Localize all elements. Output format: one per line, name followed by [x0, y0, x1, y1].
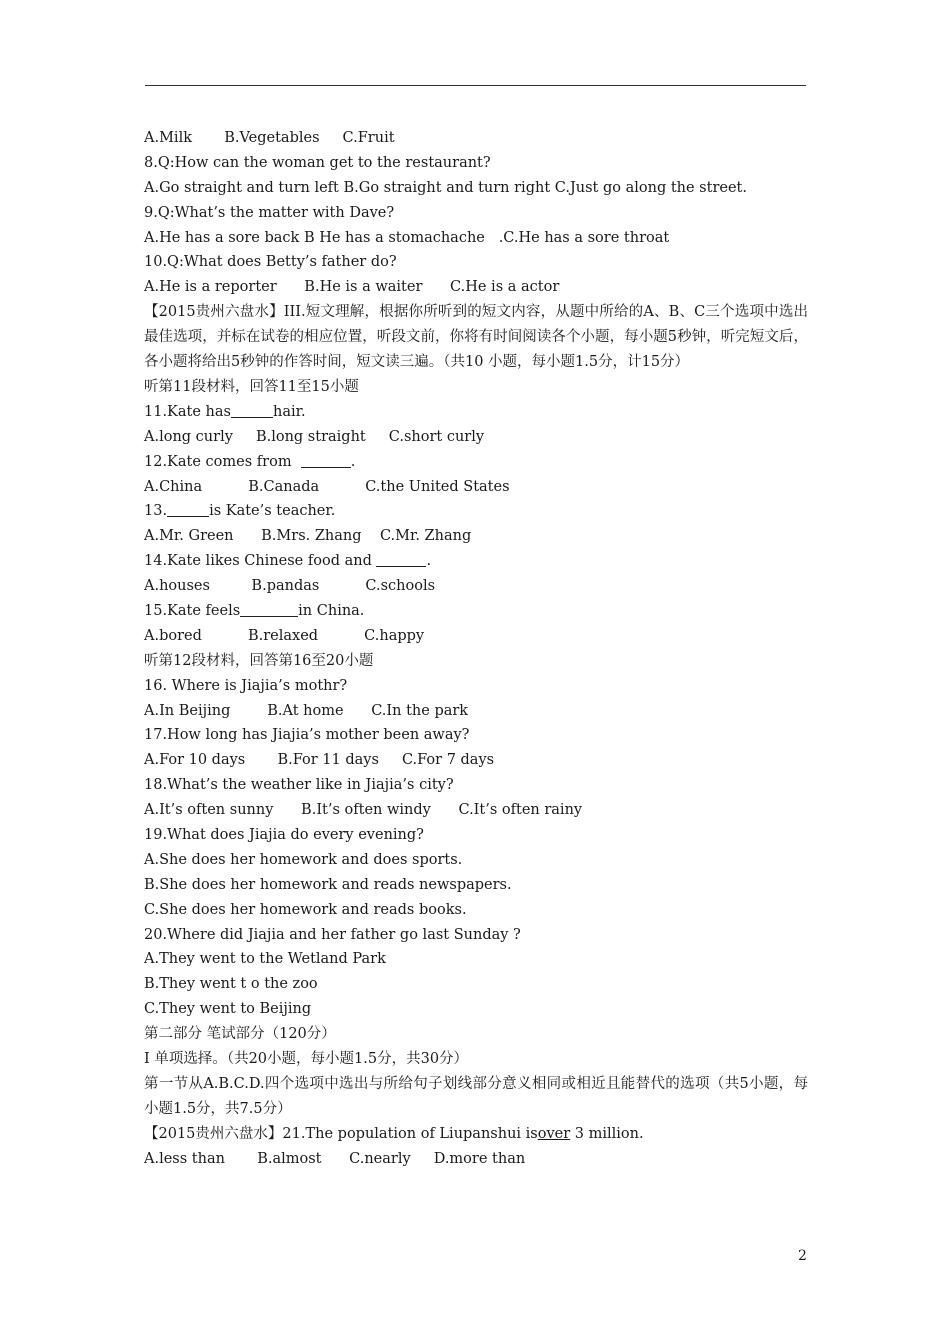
q19-option-b: B.She does her homework and reads newspapers. [144, 876, 512, 893]
answer-blank [301, 453, 351, 468]
document-body [144, 126, 808, 1172]
q21-question: 【2015贵州六盘水】21.The population of Liupanshui isover 3 million. [144, 1125, 644, 1142]
q17-question: 17.How long has Jiajia’s mother been away? [144, 727, 470, 744]
q14-question: 14.Kate likes Chinese food and . [144, 553, 432, 570]
q8-options: A.Go straight and turn left B.Go straight and turn right C.Just go along the street. [144, 179, 747, 196]
q9-options: A.He has a sore back B He has a stomachache .C.He has a sore throat [144, 229, 670, 246]
answer-blank [231, 403, 273, 418]
q19-question: 19.What does Jiajia do every evening? [144, 827, 424, 843]
q14-options: A.houses B.pandas C.schools [144, 578, 436, 595]
q17-options: A.For 10 days B.For 11 days C.For 7 days [144, 752, 495, 769]
q13-options: A.Mr. Green B.Mrs. Zhang C.Mr. Zhang [144, 528, 472, 545]
q18-options: A.It’s often sunny B.It’s often windy C.It’s often rainy [144, 802, 583, 819]
section-iii-instructions: 【2015贵州六盘水】III.短文理解，根据你所听到的短文内容，从题中所给的A、B、C三个选项中选出最佳选项，并标在试卷的相应位置，听段文前，你将有时间阅读各个小题，每小题5秒钟，听完短文后，各小题将给出5秒钟的作答时间，短文读三遍。（共10 小题，每小题1.5分，计15分） [144, 304, 808, 371]
q16-question: 16. Where is Jiajia’s mothr? [144, 677, 348, 694]
q12-question: 12.Kate comes from . [144, 453, 356, 470]
page-number: 2 [798, 1248, 807, 1264]
passage-11-heading: 听第11段材料，回答11至15小题 [144, 378, 359, 395]
q20-option-c: C.They went to Beijing [144, 1001, 312, 1018]
q12-options: A.China B.Canada C.the United States [144, 478, 510, 495]
q8-question: 8.Q:How can the woman get to the restaurant? [144, 154, 491, 171]
q15-options: A.bored B.relaxed C.happy [144, 627, 425, 644]
answer-blank [240, 602, 298, 617]
answer-blank [167, 502, 209, 517]
section-one-instructions: 第一节从A.B.C.D.四个选项中选出与所给句子划线部分意义相同或相近且能替代的选项（共5小题，每小题1.5分，共7.5分） [144, 1075, 808, 1117]
part-two-heading: 第二部分 笔试部分（120分） [144, 1026, 336, 1043]
q9-question: 9.Q:What’s the matter with Dave? [144, 204, 395, 221]
q20-question: 20.Where did Jiajia and her father go last Sunday ? [144, 926, 521, 943]
underlined-word: over [537, 1125, 571, 1142]
q11-options: A.long curly B.long straight C.short curly [144, 428, 485, 445]
q20-option-a: A.They went to the Wetland Park [144, 951, 386, 968]
section-i-heading: I 单项选择。（共20小题，每小题1.5分，共30分） [144, 1051, 469, 1068]
q20-option-b: B.They went t o the zoo [144, 976, 318, 993]
q21-options: A.less than B.almost C.nearly D.more than [144, 1150, 526, 1167]
q19-option-c: C.She does her homework and reads books. [144, 901, 467, 918]
q13-question: 13. is Kate’s teacher. [144, 503, 336, 520]
q7-options: A.Milk B.Vegetables C.Fruit [144, 130, 395, 146]
header-rule [145, 85, 806, 86]
q18-question: 18.What’s the weather like in Jiajia’s city? [144, 777, 454, 794]
q16-options: A.In Beijing B.At home C.In the park [144, 702, 469, 719]
q15-question: 15.Kate feels in China. [144, 602, 365, 619]
q10-question: 10.Q:What does Betty’s father do? [144, 254, 397, 271]
passage-12-heading: 听第12段材料，回答第16至20小题 [144, 652, 374, 669]
answer-blank [376, 552, 426, 567]
q11-question: 11.Kate has hair. [144, 403, 306, 420]
q10-options: A.He is a reporter B.He is a waiter C.He is a actor [144, 279, 560, 296]
q19-option-a: A.She does her homework and does sports. [144, 851, 463, 868]
